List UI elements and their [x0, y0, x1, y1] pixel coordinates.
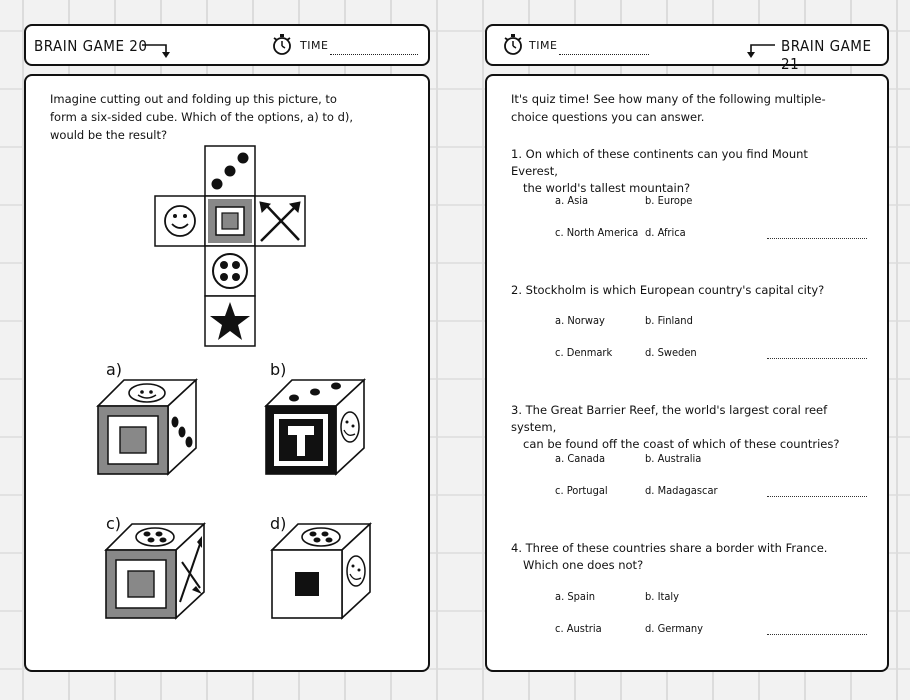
right-content [485, 74, 889, 672]
game-title: BRAIN GAME 21 [781, 37, 872, 73]
cube-option-b[interactable] [264, 378, 368, 476]
question-2: 2. Stockholm is which European country's capital city? [511, 283, 825, 297]
arrow-down-left-icon [743, 40, 777, 60]
left-content [24, 74, 430, 672]
puzzle-instructions: Imagine cutting out and folding up this picture, to form a six-sided cube. Which of the options, a) to d), would be the result? [50, 92, 354, 142]
right-page [455, 0, 910, 700]
option-label-d: d) [270, 514, 287, 533]
option-label-c: c) [106, 514, 122, 533]
q4-option-a[interactable]: a. Spain [555, 590, 596, 603]
game-title: BRAIN GAME 20 [34, 37, 148, 55]
stopwatch-icon [270, 32, 294, 56]
stopwatch-icon [501, 32, 525, 56]
q1-option-a[interactable]: a. Asia [555, 194, 589, 207]
q4-option-c[interactable]: c. Austria [555, 622, 602, 635]
square-in-square-face [208, 199, 252, 243]
time-label: TIME [529, 39, 558, 52]
time-label: TIME [300, 39, 329, 52]
cube-net [154, 144, 306, 348]
right-header [485, 24, 889, 73]
option-label-b: b) [270, 360, 287, 379]
q3-option-a[interactable]: a. Canada [555, 452, 606, 465]
q1-option-d[interactable]: d. Africa [645, 226, 686, 239]
q3-option-d[interactable]: d. Madagascar [645, 484, 718, 497]
q2-option-a[interactable]: a. Norway [555, 314, 605, 327]
q3-option-b[interactable]: b. Australia [645, 452, 702, 465]
arrow-down-right-icon [140, 40, 174, 60]
time-answer-line[interactable] [559, 54, 649, 55]
cube-option-a[interactable] [96, 378, 200, 476]
q3-option-c[interactable]: c. Portugal [555, 484, 608, 497]
q4-option-d[interactable]: d. Germany [645, 622, 704, 635]
q1-answer-line[interactable] [767, 238, 867, 239]
q2-option-c[interactable]: c. Denmark [555, 346, 613, 359]
left-header [24, 24, 430, 66]
question-1: 1. On which of these continents can you find Mount Everest, the world's tallest mountain? [511, 147, 808, 195]
q1-option-c[interactable]: c. North America [555, 226, 639, 239]
question-4: 4. Three of these countries share a border with France. Which one does not? [511, 541, 828, 572]
q3-answer-line[interactable] [767, 496, 867, 497]
q2-option-d[interactable]: d. Sweden [645, 346, 697, 359]
q2-option-b[interactable]: b. Finland [645, 314, 693, 327]
q4-answer-line[interactable] [767, 634, 867, 635]
question-3: 3. The Great Barrier Reef, the world's largest coral reef system, can be found off the coast of which of these countries? [511, 403, 840, 451]
q4-option-b[interactable]: b. Italy [645, 590, 680, 603]
q1-option-b[interactable]: b. Europe [645, 194, 693, 207]
four-dots-face [213, 254, 247, 288]
option-label-a: a) [106, 360, 123, 379]
q2-answer-line[interactable] [767, 358, 867, 359]
cube-option-d[interactable] [270, 522, 374, 620]
quiz-intro: It's quiz time! See how many of the following multiple-choice questions you can answer. [511, 92, 826, 124]
time-answer-line[interactable] [330, 54, 418, 55]
cube-option-c[interactable] [104, 522, 208, 620]
